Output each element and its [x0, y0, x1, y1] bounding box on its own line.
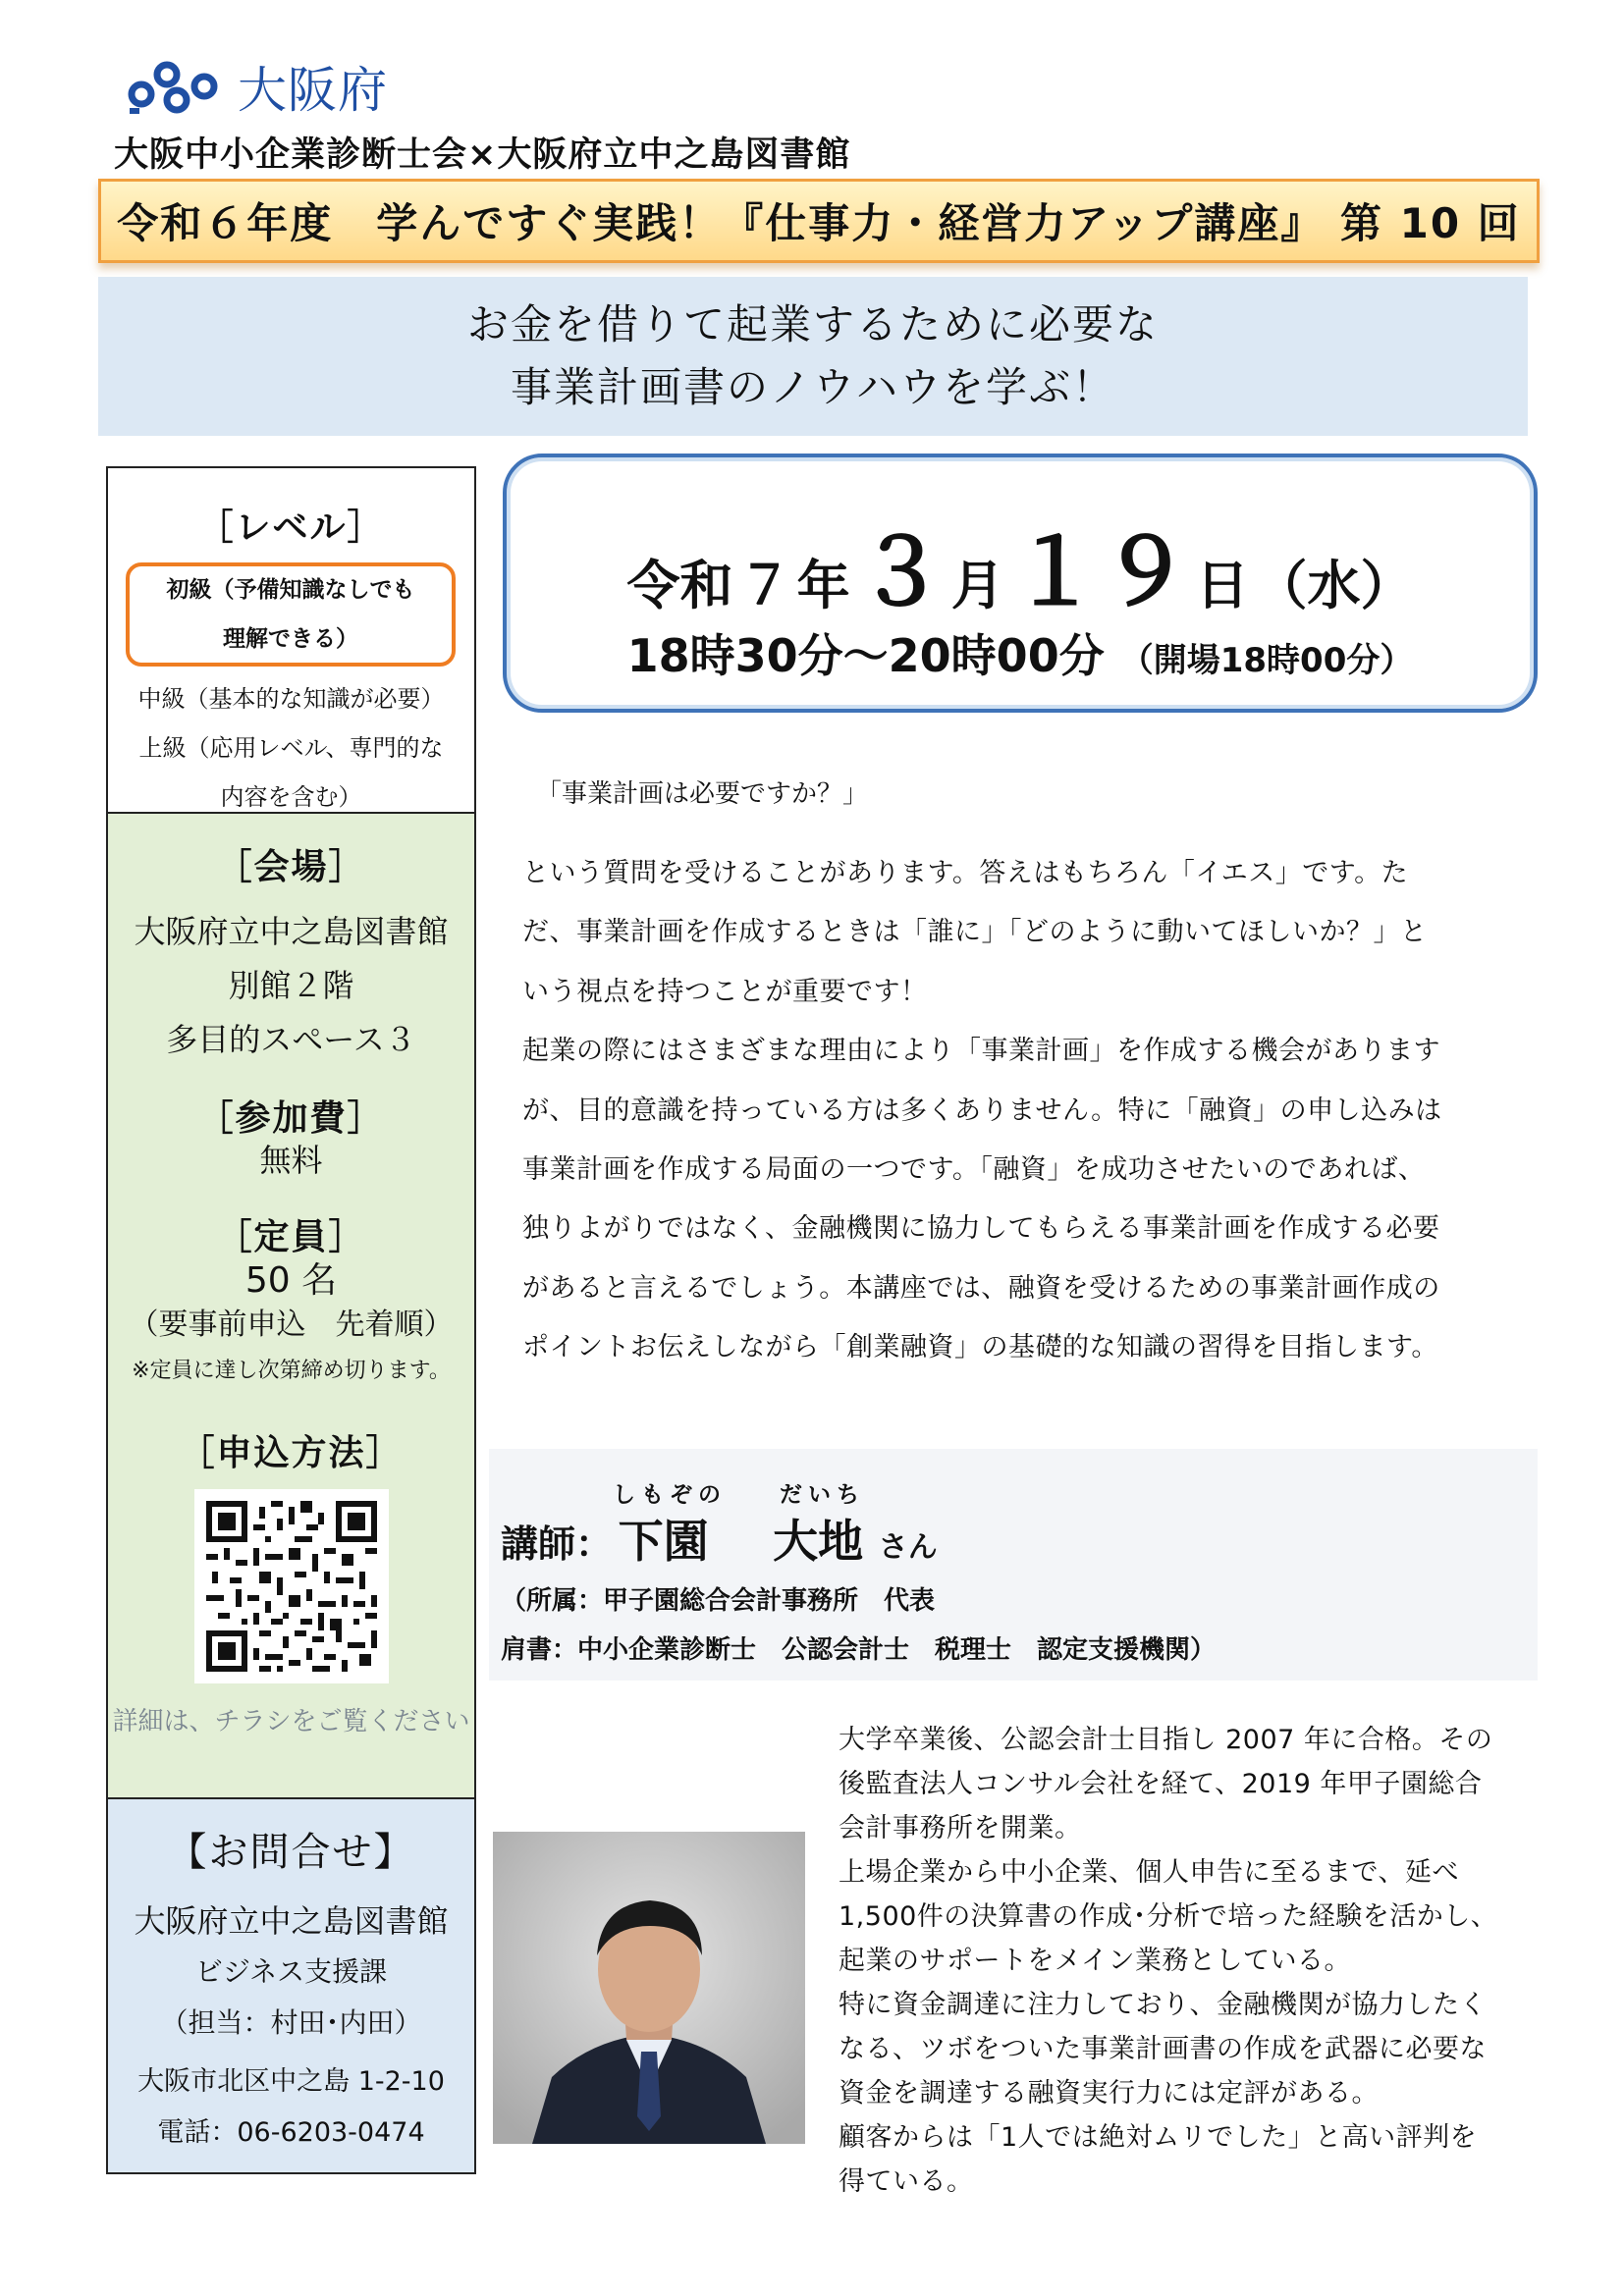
instructor-affiliation: （所属：甲子園総合会計事務所 代表: [501, 1586, 936, 1616]
instructor-surname: 下園: [618, 1515, 709, 1568]
venue-line-3: 多目的スペース３: [166, 1021, 416, 1058]
date-year: ７: [738, 555, 792, 616]
organizers: 大阪中小企業診断士会×大阪府立中之島図書館: [114, 135, 851, 175]
description-line: があると言えるでしょう。本講座では、融資を受けるための事業計画作成の: [522, 1272, 1440, 1304]
fee-value: 無料: [259, 1142, 323, 1179]
contact-line-2: ビジネス支援課: [194, 1955, 388, 1988]
instructor-portrait-icon: [493, 1832, 805, 2144]
level-advanced-line-1: 上級（応用レベル、専門的な: [138, 734, 444, 762]
instructor-name: [501, 1506, 938, 1571]
description-line: 起業の際にはさまざまな理由により「事業計画」を作成する機会があります: [522, 1036, 1440, 1067]
osaka-pref-emblem-icon: [126, 57, 234, 116]
event-open-time: （開場18時00分）: [1119, 641, 1414, 680]
instructor-bio: [839, 1718, 1526, 2204]
event-date: [507, 501, 1534, 630]
logo-text: 大阪府: [238, 62, 388, 119]
level-selected-line-1: 初級（予備知識なしでも: [166, 577, 415, 603]
bio-line: 資金を調達する融資実行力には定評がある。: [839, 2078, 1379, 2109]
contact-address-block: [108, 2056, 474, 2159]
info-sidebar: [106, 466, 476, 2174]
description-line: いう視点を持つことが重要です！: [522, 976, 928, 1007]
venue-title: ［会場］: [216, 847, 366, 887]
event-time: [507, 620, 1534, 685]
bio-line: 会計事務所を開業。: [839, 1813, 1082, 1843]
level-advanced-line-2: 内容を含む）: [220, 783, 362, 811]
bio-line: 1,500件の決算書の作成･分析で培った経験を活かし、: [839, 1901, 1498, 1932]
event-time-range: 18時30分～20時00分: [626, 629, 1105, 682]
instructor-surname-ruby: しもぞの: [613, 1482, 727, 1508]
osaka-pref-logo: [126, 55, 401, 118]
instructor-given-ruby: だいち: [780, 1482, 865, 1508]
instructor-label: 講師：: [501, 1522, 614, 1566]
bio-line: 特に資金調達に注力しており、金融機関が協力したく: [839, 1990, 1487, 2020]
bio-line: 上場企業から中小企業、個人申告に至るまで、延べ: [839, 1857, 1459, 1888]
description-line: が、目的意識を持っている方は多くありません。特に「融資」の申し込みは: [522, 1095, 1442, 1126]
date-year-unit: 年: [796, 555, 850, 616]
bio-line: 起業のサポートをメイン業務としている。: [839, 1946, 1351, 1976]
qr-code-icon: [206, 1501, 377, 1672]
contact-line-3: （担当：村田･内田）: [160, 2006, 422, 2039]
qr-code[interactable]: [194, 1489, 389, 1683]
capacity-note: （要事前申込 先着順）: [129, 1308, 454, 1342]
date-day: １９: [1009, 520, 1191, 625]
contact-title: 【お問合せ】: [167, 1830, 415, 1875]
contact-address: 大阪市北区中之島 1-2-10: [137, 2066, 445, 2097]
instructor-honorific: さん: [878, 1530, 938, 1565]
headline: [98, 277, 1528, 436]
instructor-photo: [493, 1832, 805, 2144]
qr-caption: 詳細は、チラシをご覧ください: [112, 1707, 470, 1736]
date-day-unit: 日: [1195, 555, 1249, 616]
headline-line-2: 事業計画書のノウハウを学ぶ！: [510, 363, 1115, 411]
venue-line-1: 大阪府立中之島図書館: [134, 913, 449, 950]
contact-panel: [106, 1799, 476, 2174]
contact-line-1: 大阪府立中之島図書館: [134, 1902, 449, 1940]
level-panel: [106, 466, 476, 814]
description-line: 事業計画を作成する局面の一つです。「融資」を成功させたいのであれば、: [522, 1154, 1426, 1186]
date-month-unit: 月: [950, 555, 1004, 616]
event-date-box: [503, 454, 1538, 713]
instructor-titles: 肩書：中小企業診断士 公認会計士 税理士 認定支援機関）: [501, 1635, 1217, 1665]
capacity-title: ［定員］: [216, 1217, 366, 1257]
description-line: だ、事業計画を作成するときは「誰に」「どのように動いてほしいか？」と: [522, 917, 1428, 948]
date-month: ３: [855, 520, 947, 625]
description-line: ポイントお伝えしながら「創業融資」の基礎的な知識の習得を目指します。: [522, 1332, 1438, 1363]
venue-line-2: 別館２階: [228, 967, 354, 1004]
level-intermediate: 中級（基本的な知識が必要）: [137, 685, 445, 713]
contact-details: [108, 1896, 474, 2049]
bio-line: 得ている。: [839, 2166, 974, 2197]
date-weekday: （水）: [1254, 555, 1414, 616]
capacity-small-note: ※定員に達し次第締め切ります。: [132, 1359, 451, 1383]
level-title: ［レベル］: [197, 507, 385, 548]
apply-title: ［申込方法］: [179, 1433, 404, 1473]
venue-panel: [106, 814, 476, 1799]
bio-line: 大学卒業後、公認会計士目指し 2007 年に合格。その: [839, 1725, 1493, 1755]
series-title-banner: 令和６年度 学んですぐ実践！『仕事力・経営力アップ講座』 第 10 回: [98, 179, 1540, 263]
instructor-panel: [489, 1449, 1538, 1681]
level-selected-line-2: 理解できる）: [223, 626, 358, 652]
contact-phone: 電話：06-6203-0474: [157, 2117, 425, 2148]
level-others: [108, 674, 474, 822]
intro-question: 「事業計画は必要ですか？」: [536, 779, 869, 809]
capacity-value: 50 名: [244, 1260, 338, 1301]
headline-line-1: お金を借りて起業するために必要な: [466, 300, 1159, 348]
bio-line: 顧客からは「1人では絶対ムリでした」と高い評判を: [839, 2122, 1478, 2153]
venue-details: [108, 905, 474, 1067]
instructor-given-name: 大地: [773, 1515, 864, 1568]
bio-line: 後監査法人コンサル会社を経て、2019 年甲子園総合: [839, 1769, 1483, 1799]
bio-line: なる、ツボをついた事業計画書の作成を武器に必要な: [839, 2034, 1487, 2064]
level-selected: [126, 562, 456, 667]
description: [522, 844, 1524, 1378]
description-line: という質問を受けることがあります。答えはもちろん「イエス」です。た: [522, 858, 1409, 888]
fee-title: ［参加費］: [197, 1098, 385, 1139]
description-line: 独りよがりではなく、金融機関に協力してもらえる事業計画を作成する必要: [522, 1213, 1440, 1245]
date-era: 令和: [626, 555, 733, 616]
instructor-affiliation-block: [501, 1576, 1216, 1675]
